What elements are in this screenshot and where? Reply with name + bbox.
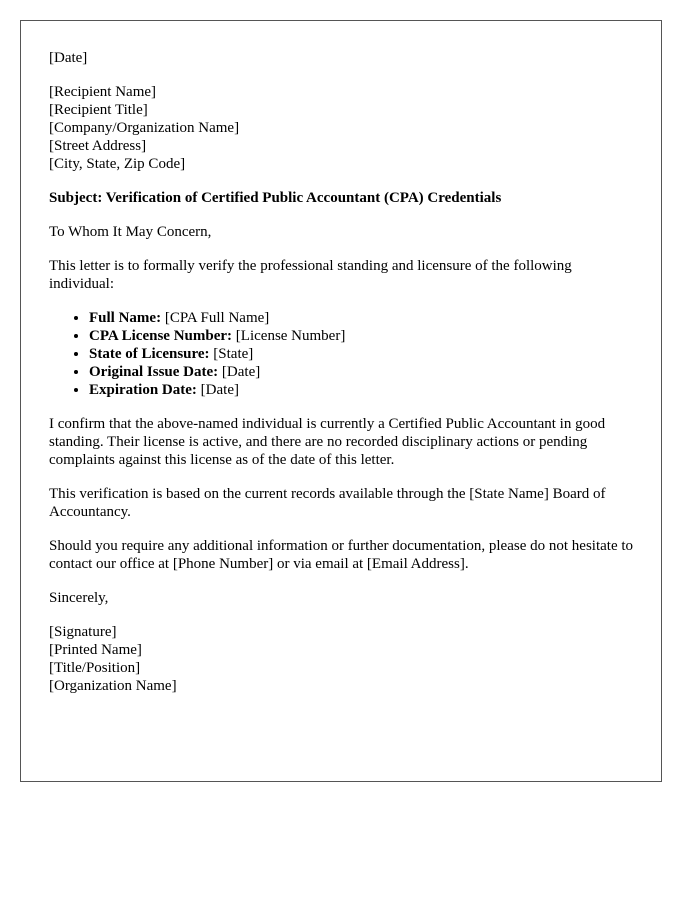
detail-value: [License Number] [235,328,346,344]
contact-paragraph: Should you require any additional information or further documentation, please do not hesitate to contact our office at [Phone Number] or via email at [Email Address]. [49,538,634,572]
date-line [49,49,633,67]
closing: Sincerely, [49,590,109,606]
letter-page [20,20,662,782]
date: [Date] [49,50,88,66]
detail-label: Original Issue Date: [89,364,219,380]
detail-expiration-date [89,381,633,399]
subject-line: Subject: Verification of Certified Public Accountant (CPA) Credentials [49,190,502,206]
detail-license-number [89,327,633,345]
detail-label: Full Name: [89,310,162,326]
signature-line: [Signature] [49,624,117,640]
printed-name: [Printed Name] [49,642,142,658]
basis-paragraph: This verification is based on the current records available through the [State Name] Board of Accountancy. [49,486,606,520]
detail-full-name [89,309,633,327]
signer-organization: [Organization Name] [49,678,177,694]
detail-original-issue-date [89,363,633,381]
detail-label: CPA License Number: [89,328,233,344]
detail-label: State of Licensure: [89,346,210,362]
detail-value: [State] [213,346,254,362]
salutation: To Whom It May Concern, [49,224,212,240]
detail-value: [Date] [221,364,261,380]
detail-label: Expiration Date: [89,382,197,398]
recipient-city-state-zip: [City, State, Zip Code] [49,156,186,172]
recipient-name: [Recipient Name] [49,84,157,100]
confirmation-paragraph: I confirm that the above-named individual is currently a Certified Public Accountant in good standing. Their license is active, and there are no recorded disciplinary actions or pending complaints against this license as of the date of this letter. [49,416,606,468]
signer-title: [Title/Position] [49,660,141,676]
recipient-organization: [Company/Organization Name] [49,120,240,136]
detail-value: [CPA Full Name] [164,310,270,326]
recipient-address-block [49,83,633,173]
detail-state-of-licensure [89,345,633,363]
recipient-title: [Recipient Title] [49,102,148,118]
detail-value: [Date] [200,382,239,398]
credential-details-list [49,309,633,399]
signature-block [49,623,633,695]
recipient-street: [Street Address] [49,138,147,154]
intro-paragraph: This letter is to formally verify the professional standing and licensure of the following individual: [49,258,572,292]
